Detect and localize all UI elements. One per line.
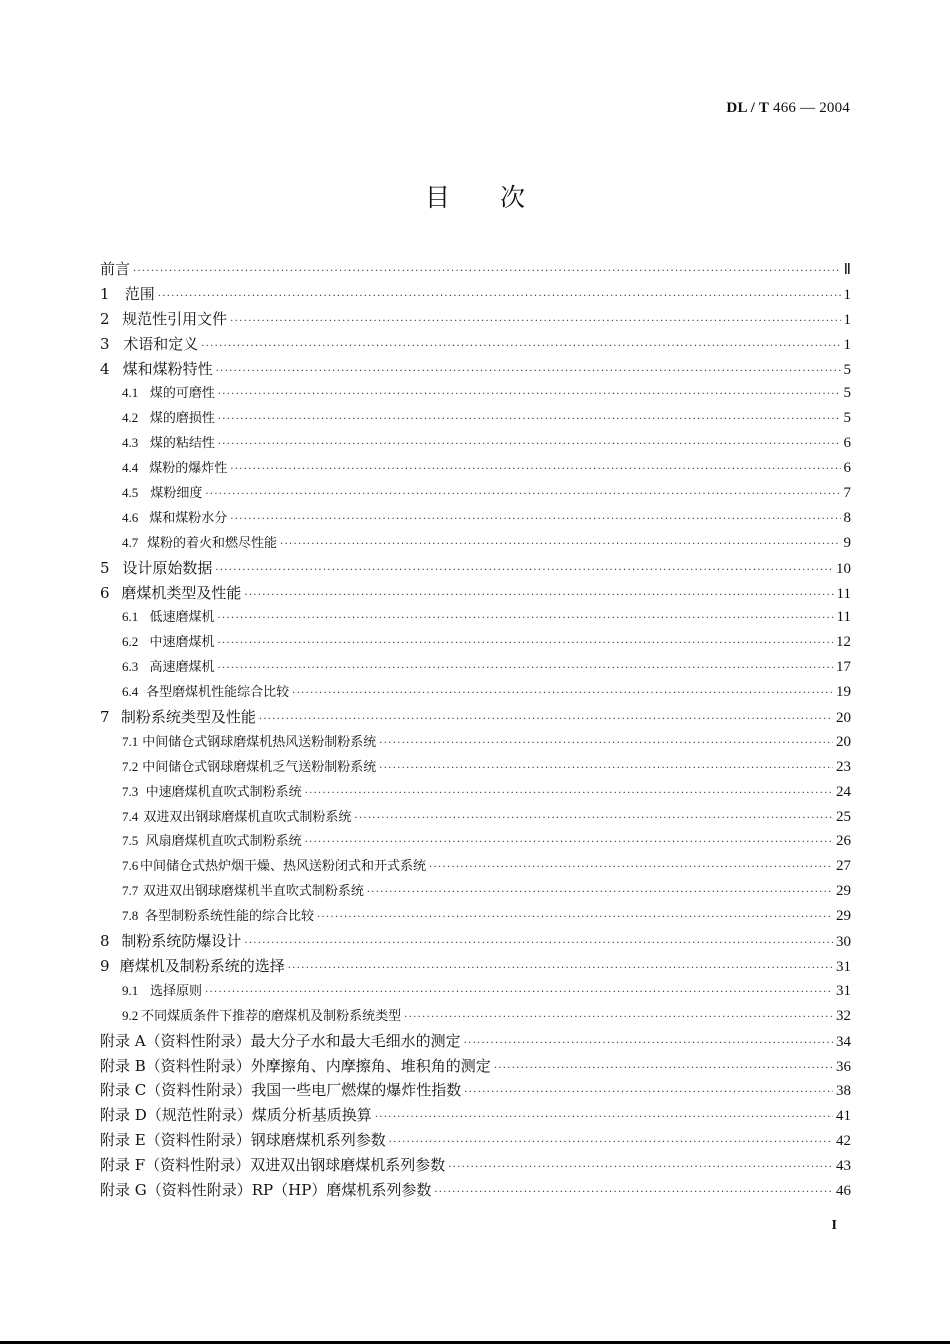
toc-entry-title: 高速磨煤机 <box>149 660 215 676</box>
toc-entry-page: 5 <box>843 410 851 427</box>
dot-leader <box>218 613 834 624</box>
dot-leader <box>375 1112 833 1123</box>
toc-entry-page: 32 <box>836 1007 851 1024</box>
appendix-label: 附录 E（资料性附录） <box>100 1131 251 1150</box>
toc-entry-page: 25 <box>836 808 851 825</box>
toc-entry-page: 1 <box>843 286 851 303</box>
toc-entry[interactable] <box>100 1030 851 1055</box>
toc-entry-page: 11 <box>836 609 851 626</box>
toc-entry[interactable] <box>100 1129 851 1154</box>
toc-entry-page: 6 <box>843 435 851 452</box>
toc-entry-title: 中速磨煤机直吹式制粉系统 <box>145 784 302 800</box>
appendix-label: 附录 C（资料性附录） <box>100 1081 252 1100</box>
standard-number: 466 — 2004 <box>769 100 850 116</box>
toc-entry-number: 2 <box>100 309 110 328</box>
toc-entry-page: 46 <box>836 1182 851 1199</box>
toc-entry-title: 磨煤机类型及性能 <box>121 583 242 602</box>
dot-leader <box>494 1063 833 1074</box>
toc-entry-title: 煤质分析基质换算 <box>251 1106 372 1125</box>
toc-entry-page: 19 <box>836 684 851 701</box>
toc-entry-number: 9 <box>100 956 110 975</box>
toc-entry-title: 煤粉细度 <box>150 486 203 502</box>
dot-leader <box>429 862 833 873</box>
toc-entry[interactable] <box>100 1079 851 1104</box>
toc-entry-page: 24 <box>836 783 851 800</box>
toc-entry-number: 6.2 <box>122 634 139 650</box>
toc-entry-page: 42 <box>836 1133 851 1150</box>
toc-entry-title: 不同煤质条件下推荐的磨煤机及制粉系统类型 <box>141 1008 402 1024</box>
toc-entry-title: 双进双出钢球磨煤机直吹式制粉系统 <box>143 809 352 825</box>
toc-entry-number: 3 <box>100 334 110 353</box>
dot-leader <box>464 1087 833 1098</box>
toc-entry-page: 17 <box>836 659 851 676</box>
toc-entry-page: 23 <box>836 758 851 775</box>
toc-entry[interactable] <box>100 806 851 831</box>
toc-entry[interactable] <box>100 358 851 383</box>
toc-entry-page: 43 <box>836 1158 851 1175</box>
document-code <box>726 100 850 117</box>
toc-entry-title: 双进双出钢球磨煤机半直吹式制粉系统 <box>142 884 364 900</box>
toc-entry-title: 我国一些电厂燃煤的爆炸性指数 <box>251 1081 462 1100</box>
toc-entry-page: 20 <box>836 733 851 750</box>
toc-entry-title: 钢球磨煤机系列参数 <box>250 1131 386 1150</box>
toc-entry[interactable] <box>100 830 851 855</box>
toc-entry-page: 8 <box>843 509 851 526</box>
toc-entry-number: 8 <box>100 932 110 951</box>
toc-entry[interactable] <box>100 482 851 507</box>
toc-entry-number: 4.2 <box>122 410 139 426</box>
toc-entry[interactable] <box>100 308 851 333</box>
toc-entry-page: 34 <box>836 1033 851 1050</box>
toc-entry-title: 煤粉的着火和燃尽性能 <box>147 535 278 551</box>
toc-entry-title: 外摩擦角、内摩擦角、堆积角的测定 <box>250 1056 491 1075</box>
toc-entry[interactable] <box>100 1104 851 1129</box>
dot-leader <box>205 489 840 500</box>
toc-entry-number: 1 <box>100 284 110 303</box>
toc-entry[interactable] <box>100 407 851 432</box>
toc-entry[interactable] <box>100 681 851 706</box>
toc-entry-page: 1 <box>843 336 851 353</box>
toc-entry-page: 9 <box>843 534 851 551</box>
toc-entry-number: 6.3 <box>122 659 139 675</box>
appendix-label: 附录 A（资料性附录） <box>100 1031 251 1050</box>
toc-entry-number: 4.6 <box>122 509 139 525</box>
toc-entry[interactable] <box>100 930 851 955</box>
toc-entry[interactable] <box>100 855 851 880</box>
toc-entry[interactable] <box>100 432 851 457</box>
toc-entry[interactable] <box>100 582 851 607</box>
toc-entry-title: 中间储仓式热炉烟干燥、热风送粉闭式和开式系统 <box>140 859 427 875</box>
toc-entry[interactable] <box>100 1179 851 1204</box>
toc-entry[interactable] <box>100 382 851 407</box>
toc-entry-title: 规范性引用文件 <box>122 309 228 328</box>
toc-entry-title: 煤和煤粉水分 <box>149 510 228 526</box>
toc-entry-number: 7.6 <box>122 858 139 874</box>
toc-entry-title: 前言 <box>100 260 131 278</box>
toc-entry[interactable] <box>100 880 851 905</box>
dot-leader <box>354 813 833 824</box>
dot-leader <box>379 763 833 774</box>
toc-entry-page: 1 <box>843 311 851 328</box>
toc-entry-number: 7.8 <box>122 908 139 924</box>
toc-entry-title: 术语和定义 <box>123 334 199 353</box>
toc-entry-number: 7.3 <box>122 783 139 799</box>
dot-leader <box>259 714 833 725</box>
toc-entry-page: 26 <box>836 833 851 850</box>
toc-entry-title: 中间储仓式钢球磨煤机乏气送粉制粉系统 <box>142 759 377 775</box>
toc-entry-title: 制粉系统类型及性能 <box>120 708 256 727</box>
toc-entry-page: 6 <box>843 460 851 477</box>
dot-leader <box>218 638 834 649</box>
toc-entry-page: 5 <box>843 385 851 402</box>
toc-entry-page: 12 <box>836 634 851 651</box>
toc-entry[interactable] <box>100 606 851 631</box>
toc-entry-page: 10 <box>836 560 851 577</box>
toc-entry[interactable] <box>100 731 851 756</box>
toc-entry-page: 5 <box>843 361 851 378</box>
appendix-label: 附录 D（规范性附录） <box>100 1106 252 1125</box>
standard-prefix: DL / T <box>726 100 770 116</box>
toc-entry-number: 4.5 <box>122 485 139 501</box>
table-of-contents <box>100 258 851 1204</box>
toc-entry[interactable] <box>100 333 851 358</box>
toc-entry-number: 7.7 <box>122 883 139 899</box>
page-number: I <box>831 1218 837 1233</box>
toc-entry[interactable] <box>100 1005 851 1030</box>
toc-entry-page: 11 <box>836 585 851 602</box>
dot-leader <box>404 1012 833 1023</box>
page-title <box>0 178 950 214</box>
toc-entry[interactable] <box>100 706 851 731</box>
toc-entry-title: 各型制粉系统性能的综合比较 <box>145 909 315 925</box>
toc-entry-title: 煤的磨损性 <box>149 411 215 427</box>
toc-entry-title: 煤和煤粉特性 <box>122 359 213 378</box>
dot-leader <box>201 341 840 352</box>
toc-entry-number: 4.1 <box>122 385 139 401</box>
toc-entry-page: Ⅱ <box>843 262 851 278</box>
dot-leader <box>218 663 834 674</box>
appendix-label: 附录 G（资料性附录） <box>100 1180 252 1199</box>
toc-entry-title: 最大分子水和最大毛细水的测定 <box>250 1031 461 1050</box>
toc-entry-number: 6.4 <box>122 684 139 700</box>
toc-entry-title: 煤的粘结性 <box>149 436 215 452</box>
toc-entry-title: 各型磨煤机性能综合比较 <box>146 685 290 701</box>
dot-leader <box>218 439 841 450</box>
dot-leader <box>288 963 833 974</box>
dot-leader <box>448 1162 833 1173</box>
toc-entry-page: 29 <box>836 883 851 900</box>
toc-entry-title: RP（HP）磨煤机系列参数 <box>251 1180 432 1199</box>
dot-leader <box>280 539 840 550</box>
dot-leader <box>230 464 840 475</box>
appendix-label: 附录 F（资料性附录） <box>100 1156 251 1175</box>
toc-entry[interactable] <box>100 532 851 557</box>
dot-leader <box>464 1038 833 1049</box>
dot-leader <box>244 938 833 949</box>
dot-leader <box>244 590 833 601</box>
toc-entry-title: 低速磨煤机 <box>149 610 215 626</box>
dot-leader <box>216 366 841 377</box>
dot-leader <box>133 266 841 277</box>
toc-entry-title: 煤粉的爆炸性 <box>149 461 228 477</box>
toc-entry-number: 4 <box>100 359 110 378</box>
toc-entry-page: 41 <box>836 1108 851 1125</box>
toc-entry-page: 7 <box>843 485 851 502</box>
toc-entry-number: 4.3 <box>122 435 139 451</box>
toc-entry-title: 范围 <box>124 284 155 303</box>
toc-entry-page: 27 <box>836 858 851 875</box>
toc-entry-page: 31 <box>836 958 851 975</box>
dot-leader <box>158 291 841 302</box>
toc-entry[interactable] <box>100 656 851 681</box>
toc-entry-title: 风扇磨煤机直吹式制粉系统 <box>145 834 302 850</box>
dot-leader <box>367 887 833 898</box>
dot-leader <box>305 788 833 799</box>
toc-entry-title: 选择原则 <box>150 983 203 999</box>
title-char-1: 目 <box>424 183 450 212</box>
toc-entry-number: 4.7 <box>122 534 139 550</box>
toc-entry-page: 29 <box>836 908 851 925</box>
toc-entry-number: 7.1 <box>122 733 139 749</box>
dot-leader <box>292 688 833 699</box>
toc-entry[interactable] <box>100 631 851 656</box>
toc-entry[interactable] <box>100 781 851 806</box>
toc-entry-number: 5 <box>100 558 110 577</box>
toc-entry[interactable] <box>100 457 851 482</box>
toc-entry[interactable] <box>100 258 851 283</box>
toc-entry[interactable] <box>100 507 851 532</box>
toc-entry-number: 7.2 <box>122 758 139 774</box>
toc-entry-page: 38 <box>836 1083 851 1100</box>
dot-leader <box>389 1137 833 1148</box>
dot-leader <box>434 1187 833 1198</box>
appendix-label: 附录 B（资料性附录） <box>100 1056 251 1075</box>
toc-entry-page: 36 <box>836 1058 851 1075</box>
toc-entry-number: 9.2 <box>122 1007 139 1023</box>
dot-leader <box>230 316 840 327</box>
toc-entry-title: 中间储仓式钢球磨煤机热风送粉制粉系统 <box>142 734 377 750</box>
toc-entry-number: 6.1 <box>122 609 139 625</box>
toc-entry[interactable] <box>100 756 851 781</box>
dot-leader <box>379 738 833 749</box>
dot-leader <box>218 414 841 425</box>
toc-entry[interactable] <box>100 557 851 582</box>
toc-entry-page: 20 <box>836 710 851 727</box>
dot-leader <box>205 987 833 998</box>
toc-entry-title: 中速磨煤机 <box>149 635 215 651</box>
toc-entry-title: 双进双出钢球磨煤机系列参数 <box>250 1156 446 1175</box>
toc-entry-page: 30 <box>836 934 851 951</box>
dot-leader <box>230 514 840 525</box>
toc-entry[interactable] <box>100 283 851 308</box>
toc-entry-number: 6 <box>100 583 110 602</box>
toc-entry-title: 制粉系统防爆设计 <box>121 932 242 951</box>
toc-entry-page: 31 <box>836 982 851 999</box>
toc-entry-title: 煤的可磨性 <box>149 386 215 402</box>
dot-leader <box>305 837 833 848</box>
toc-entry-title: 设计原始数据 <box>122 558 213 577</box>
dot-leader <box>218 389 841 400</box>
toc-entry-number: 4.4 <box>122 460 139 476</box>
toc-entry[interactable] <box>100 1154 851 1179</box>
toc-entry-number: 7.5 <box>122 833 139 849</box>
toc-entry-number: 7.4 <box>122 808 139 824</box>
toc-entry[interactable] <box>100 980 851 1005</box>
dot-leader <box>215 565 833 576</box>
dot-leader <box>317 912 833 923</box>
toc-entry-title: 磨煤机及制粉系统的选择 <box>119 956 285 975</box>
title-char-2: 次 <box>500 183 526 212</box>
toc-entry-number: 7 <box>100 708 110 727</box>
toc-entry[interactable] <box>100 1055 851 1080</box>
toc-entry[interactable] <box>100 905 851 930</box>
toc-entry-number: 9.1 <box>122 982 139 998</box>
toc-entry[interactable] <box>100 955 851 980</box>
